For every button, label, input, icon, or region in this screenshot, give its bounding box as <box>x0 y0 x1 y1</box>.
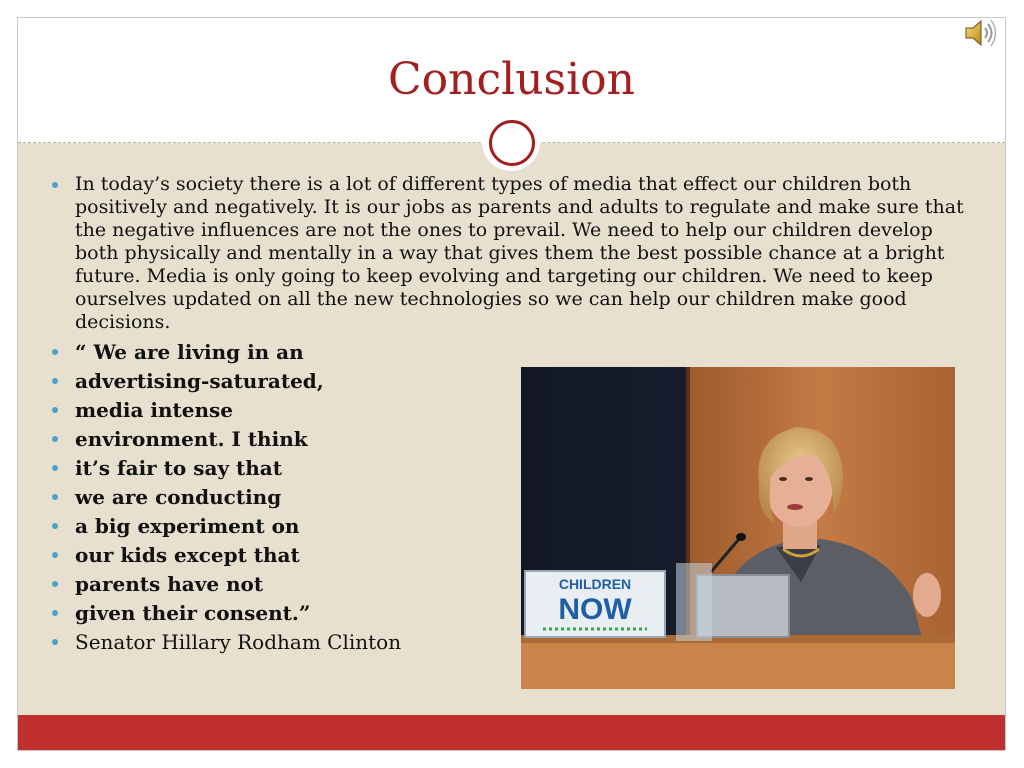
quote-line: we are conducting <box>75 485 282 509</box>
quote-line: media intense <box>75 398 234 422</box>
quote-line: advertising-saturated, <box>75 369 324 393</box>
sign-line-2: NOW <box>558 593 632 626</box>
bullet-icon <box>52 581 58 587</box>
sign-line-1: CHILDREN <box>558 576 632 592</box>
quote-line: “ We are living in an <box>75 340 304 364</box>
quote-line: parents have not <box>75 572 264 596</box>
bullet-icon <box>52 349 58 355</box>
bullet-icon <box>52 465 58 471</box>
quote-line: given their consent.” <box>75 601 311 625</box>
bullet-icon <box>52 378 58 384</box>
bullet-icon <box>52 639 58 645</box>
bullet-icon <box>52 494 58 500</box>
photo-illustration <box>521 367 955 689</box>
bullet-icon <box>52 407 58 413</box>
quote-line: a big experiment on <box>75 514 300 538</box>
attribution: Senator Hillary Rodham Clinton <box>75 630 402 654</box>
slide-title: Conclusion <box>387 54 636 105</box>
list-item <box>48 173 968 334</box>
paragraph-text: In today’s society there is a lot of different types of media that effect our children both positively and negatively. It is our jobs as parents and adults to regulate and make sure that the negative influences are not the ones to prevail. We need to help our children develop both physically and mentally in a way that gives them the best possible chance at a bright future. Media is only going to keep evolving and targeting our children. We need to keep ourselves updated on all the new technologies so we can help our children make good decisions. <box>75 173 964 333</box>
bullet-icon <box>52 523 58 529</box>
list-item <box>48 338 968 367</box>
speaker-icon[interactable] <box>962 15 998 51</box>
quote-line: our kids except that <box>75 543 300 567</box>
speaker-photo <box>521 367 955 689</box>
ornament-ring <box>489 120 535 166</box>
bullet-icon <box>52 436 58 442</box>
bullet-icon <box>52 610 58 616</box>
footer-bar <box>18 715 1005 750</box>
bullet-icon <box>52 182 58 188</box>
quote-line: it’s fair to say that <box>75 456 283 480</box>
bullet-icon <box>52 552 58 558</box>
quote-line: environment. I think <box>75 427 308 451</box>
